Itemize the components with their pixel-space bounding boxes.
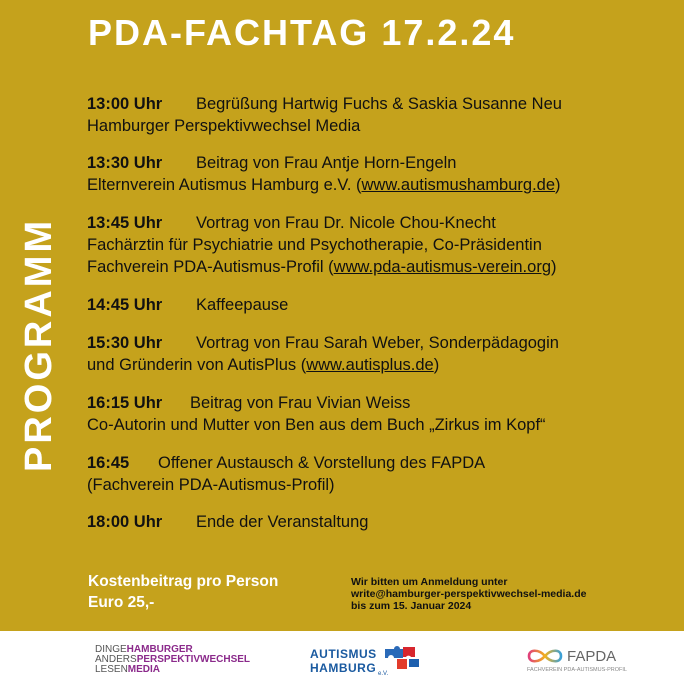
side-label: PROGRAMM	[18, 217, 60, 472]
cost-amount: Euro 25,-	[88, 594, 155, 611]
registration-info	[351, 576, 586, 612]
agenda-time: 16:45	[87, 454, 130, 472]
logo-text: MEDIA	[127, 664, 161, 675]
agenda-item	[87, 392, 657, 436]
logo-text: FACHVEREIN PDA-AUTISMUS-PROFIL	[527, 667, 627, 673]
agenda-text: Ende der Veranstaltung	[196, 513, 369, 531]
agenda-text: )	[433, 356, 440, 374]
agenda-time: 13:30 Uhr	[87, 154, 163, 172]
agenda-text: )	[551, 258, 557, 276]
agenda-text: Vortrag von Frau Dr. Nicole Chou-Knecht	[196, 214, 496, 232]
agenda-text: Elternverein Autismus Hamburg e.V. (	[87, 176, 362, 194]
agenda-item	[87, 212, 657, 278]
agenda-time: 13:45 Uhr	[87, 214, 163, 232]
page-title: PDA-FACHTAG 17.2.24	[88, 12, 516, 53]
agenda-item	[87, 93, 657, 137]
logo-text: DINGE	[95, 644, 127, 655]
logo-text: HAMBURGER	[126, 644, 193, 655]
agenda-time: 15:30 Uhr	[87, 334, 163, 352]
logo-text: ANDERS	[95, 654, 137, 665]
website-link[interactable]: www.autisplus.de	[306, 356, 434, 374]
agenda-item	[87, 294, 657, 316]
agenda-text: Co-Autorin und Mutter von Ben aus dem Buch „Zirkus im Kopf“	[87, 416, 546, 434]
agenda-text: )	[555, 176, 561, 194]
logo-text: e.V.	[378, 671, 389, 677]
website-link[interactable]: www.pda-autismus-verein.org	[333, 258, 551, 276]
cost-label: Kostenbeitrag pro Person	[88, 573, 279, 590]
agenda-text: Fachärztin für Psychiatrie und Psychotherapie, Co-Präsidentin	[87, 236, 542, 254]
agenda-text: Fachverein PDA-Autismus-Profil (	[87, 258, 334, 276]
website-link[interactable]: www.autismushamburg.de	[361, 176, 556, 194]
fapda-logo	[525, 645, 635, 681]
agenda-text: Begrüßung Hartwig Fuchs & Saskia Susanne Neu	[196, 95, 562, 113]
agenda-text: Vortrag von Frau Sarah Weber, Sonderpädagogin	[196, 334, 559, 352]
logo-text: HAMBURG	[310, 661, 377, 675]
agenda-text: Beitrag von Frau Antje Horn-Engeln	[196, 154, 457, 172]
agenda-text: Offener Austausch & Vorstellung des FAPDA	[158, 454, 486, 472]
infinity-icon	[525, 647, 565, 665]
agenda-time: 14:45 Uhr	[87, 296, 163, 314]
agenda-text: und Gründerin von AutisPlus (	[87, 356, 307, 374]
cost-info	[88, 571, 278, 613]
agenda-text: Beitrag von Frau Vivian Weiss	[190, 394, 411, 412]
registration-email[interactable]: write@hamburger-perspektivwechsel-media.de	[351, 588, 587, 600]
agenda-time: 13:00 Uhr	[87, 95, 163, 113]
logo-text: LESEN	[95, 664, 128, 675]
logo-bar	[0, 631, 684, 690]
hamburger-perspektivwechsel-logo	[95, 645, 250, 675]
agenda-item	[87, 511, 657, 533]
logo-text: PERSPEKTIVWECHSEL	[136, 654, 251, 665]
agenda-time: 16:15 Uhr	[87, 394, 163, 412]
puzzle-icon	[383, 641, 425, 673]
agenda-item	[87, 452, 657, 496]
agenda-item	[87, 332, 657, 376]
logo-text: AUTISMUS	[310, 647, 377, 661]
agenda-text: Hamburger Perspektivwechsel Media	[87, 117, 361, 135]
logo-text: FAPDA	[567, 648, 617, 665]
agenda-text: (Fachverein PDA-Autismus-Profil)	[87, 476, 335, 494]
agenda-item	[87, 152, 657, 196]
agenda-text: Kaffeepause	[196, 296, 289, 314]
agenda-time: 18:00 Uhr	[87, 513, 163, 531]
autismus-hamburg-logo	[307, 641, 427, 681]
registration-text: Wir bitten um Anmeldung unter	[351, 576, 508, 588]
registration-deadline: bis zum 15. Januar 2024	[351, 600, 472, 612]
